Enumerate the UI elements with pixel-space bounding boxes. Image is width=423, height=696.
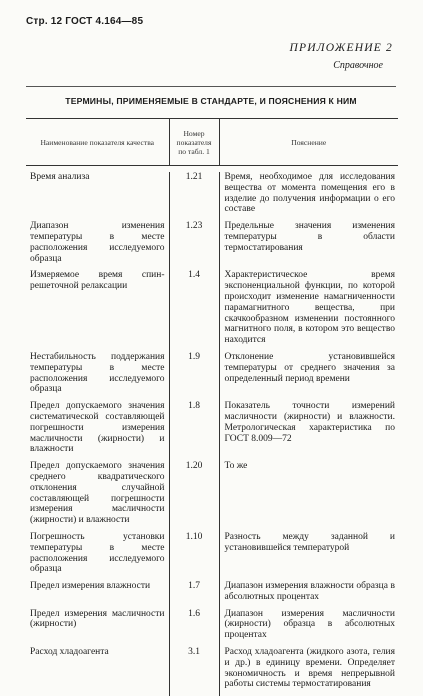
term-number: 1.8 — [169, 401, 219, 461]
term-number: 1.4 — [169, 270, 219, 352]
term-name: Расход хладоагента — [30, 647, 109, 658]
term-number: 1.21 — [169, 172, 219, 221]
term-name: Время анализа — [30, 172, 90, 182]
term-name: Измеряемое время спин-решеточной релаксации — [30, 270, 165, 292]
table-row — [26, 221, 398, 270]
appendix-title: ПРИЛОЖЕНИЕ 2 — [289, 42, 393, 54]
table-row — [26, 172, 398, 221]
term-number: 1.7 — [169, 581, 219, 609]
terms-table — [26, 118, 398, 696]
term-number: 3.1 — [169, 647, 219, 696]
term-name: Предел допускаемого значения среднего квадратического отклонения случайной составляющей погрешности измерения масличности (жирности) и влажности — [30, 461, 165, 526]
table-row — [26, 647, 398, 696]
term-number: 1.20 — [169, 461, 219, 532]
divider — [26, 86, 396, 87]
table-row — [26, 352, 398, 401]
table-row — [26, 532, 398, 581]
term-explanation: Характеристическое время экспоненциальной функции, по которой происходит изменение намагниченности парамагнитного вещества, при скачкообразном изменении постоянного магнитного поля, в котором это вещество находится — [224, 270, 395, 346]
term-name: Диапазон изменения температуры в месте расположения исследуемого образца — [30, 221, 165, 264]
table-header-row — [26, 119, 398, 166]
term-explanation: Расход хладоагента (жидкого азота, гелия и др.) в единицу времени. Определяет экономичность и время непрерывной работы системы термостатирования — [224, 647, 395, 690]
term-name: Предел измерения масличности (жирности) — [30, 608, 165, 630]
term-explanation: Диапазон измерения масличности (жирности) образца в абсолютных процентах — [224, 608, 395, 641]
column-header-name: Наименование показателя качества — [26, 119, 169, 166]
term-name: Предел допускаемого значения систематической составляющей погрешности измерения масличности (жирности) и влажности — [30, 401, 165, 455]
term-number: 1.10 — [169, 532, 219, 581]
table-row — [26, 461, 398, 532]
appendix-subtitle: Справочное — [333, 60, 383, 71]
column-header-explanation: Пояснение — [219, 119, 398, 166]
term-explanation: Показатель точности измерений масличности (жирности) и влажности. Метрологическая характеристика по ГОСТ 8.009—72 — [224, 401, 395, 444]
table-row — [26, 270, 398, 352]
section-title: ТЕРМИНЫ, ПРИМЕНЯЕМЫЕ В СТАНДАРТЕ, И ПОЯСНЕНИЯ К НИМ — [65, 96, 357, 106]
term-explanation: Предельные значения изменения температуры в области термостатирования — [224, 221, 395, 253]
term-explanation: Отклонение установившейся температуры от среднего значения за определенный период времени — [224, 351, 395, 384]
term-explanation: Разность между заданной и установившейся температурой — [224, 531, 395, 553]
table-row — [26, 401, 398, 461]
term-explanation: Время, необходимое для исследования вещества от момента помещения его в изделие до получения информации о его составе — [224, 172, 395, 215]
term-number: 1.23 — [169, 221, 219, 270]
term-number: 1.9 — [169, 352, 219, 401]
column-header-number: Номер показателя по табл. 1 — [169, 119, 219, 166]
term-name: Предел измерения влажности — [30, 581, 151, 592]
term-explanation: То же — [224, 461, 248, 472]
term-explanation: Диапазон измерения влажности образца в абсолютных процентах — [224, 581, 395, 602]
table-row — [26, 609, 398, 647]
table-row — [26, 581, 398, 609]
term-name: Погрешность установки температуры в месте расположения исследуемого образца — [30, 531, 165, 575]
page-header: Стр. 12 ГОСТ 4.164—85 — [26, 16, 144, 27]
term-number: 1.6 — [169, 609, 219, 647]
term-name: Нестабильность поддержания температуры в месте расположения исследуемого образца — [30, 351, 165, 395]
